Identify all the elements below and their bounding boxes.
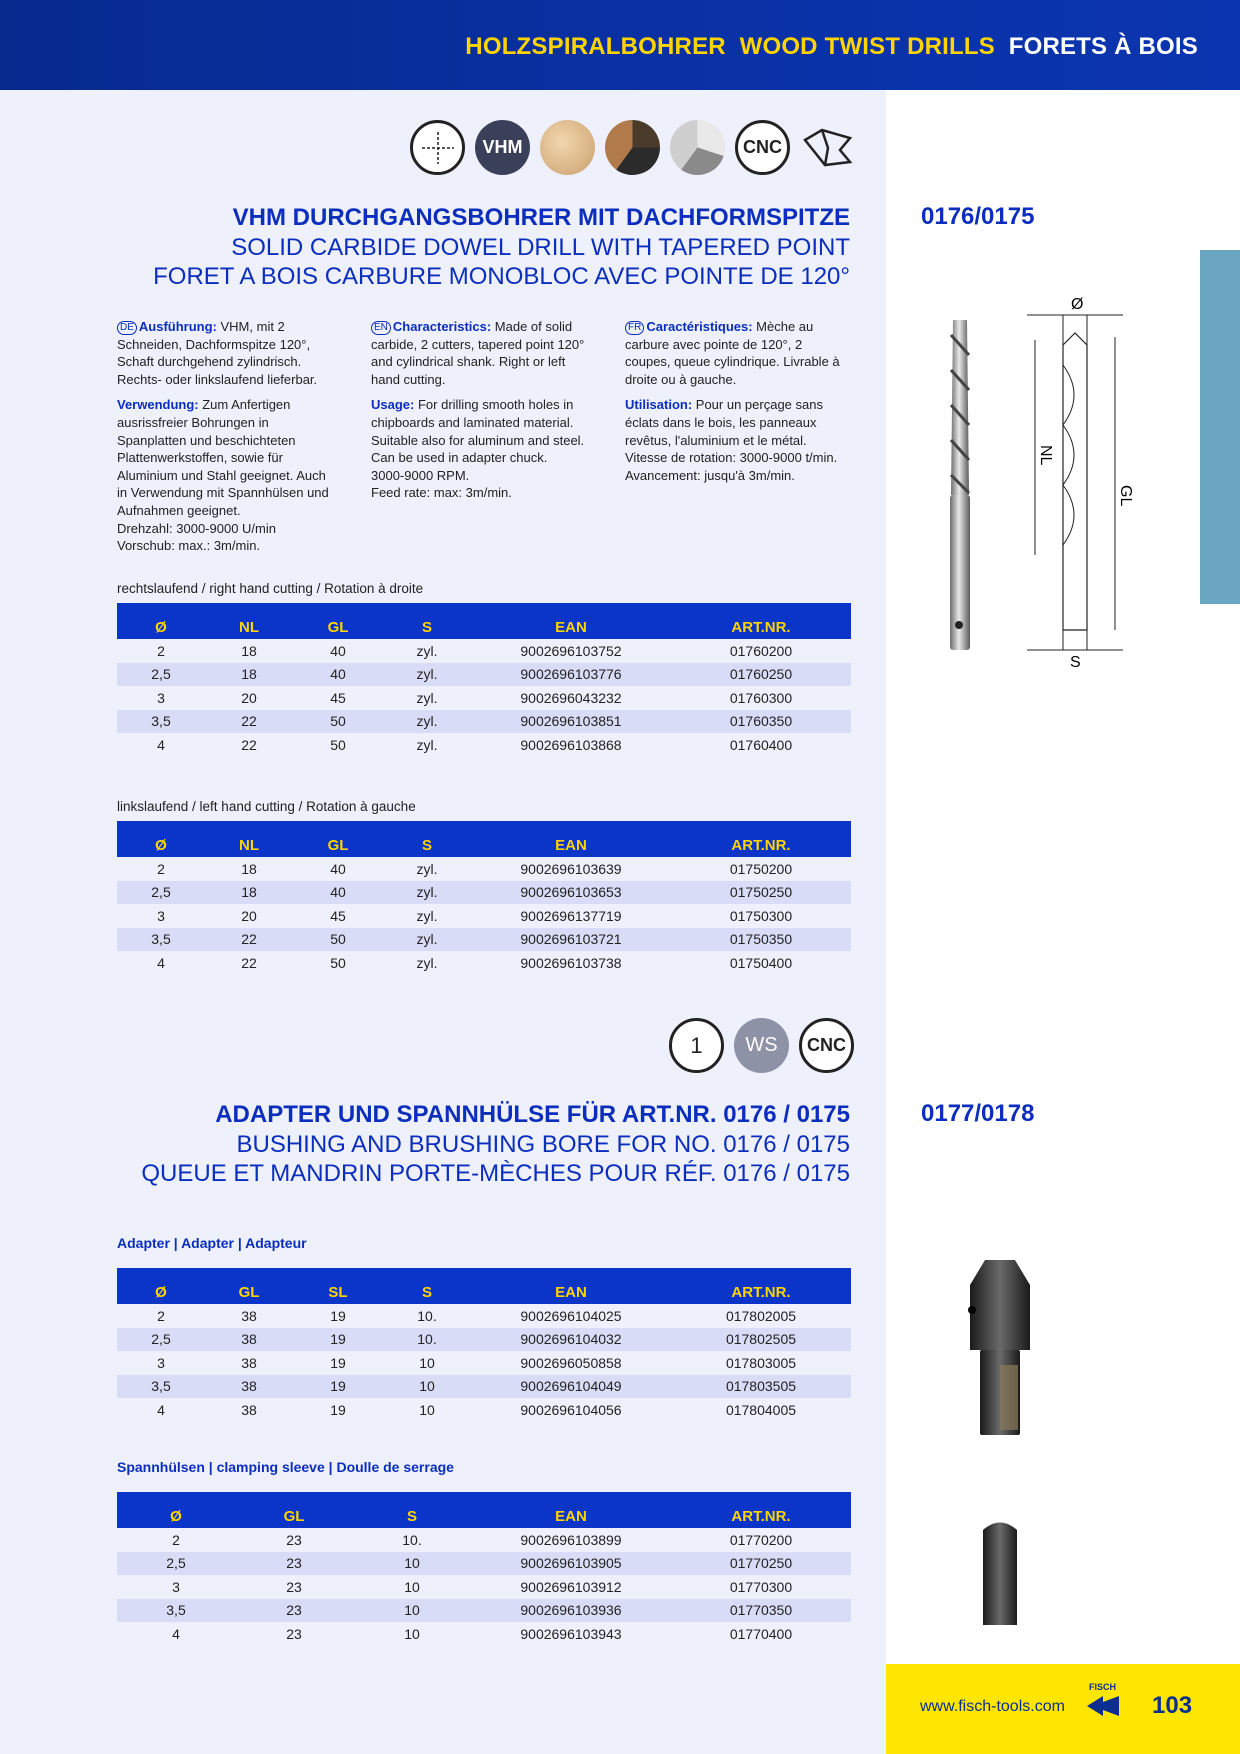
col-nl: NL xyxy=(205,603,293,639)
table-cell: 10 xyxy=(353,1575,471,1599)
table-cell: 38 xyxy=(205,1375,293,1399)
col-ean: EAN xyxy=(471,603,671,639)
table-row xyxy=(117,857,851,881)
table-cell: 2,5 xyxy=(117,881,205,905)
left-hand-caption: linkslaufend / left hand cutting / Rotation à gauche xyxy=(117,799,416,814)
table-row xyxy=(117,1528,851,1552)
header-title xyxy=(465,33,1198,61)
table-cell: zyl. xyxy=(383,881,471,905)
table-cell: 10. xyxy=(383,1328,471,1352)
table-cell: 01770200 xyxy=(671,1528,851,1552)
table-row xyxy=(117,928,851,952)
table-cell: 23 xyxy=(235,1622,353,1646)
table-cell: 3 xyxy=(117,904,205,928)
chapter-tab[interactable] xyxy=(1200,250,1240,604)
table-cell: 9002696043232 xyxy=(471,686,671,710)
table-cell: 01760200 xyxy=(671,639,851,663)
header-title-de: HOLZSPIRALBOHRER xyxy=(465,33,726,60)
table-cell: 38 xyxy=(205,1304,293,1328)
table-cell: 22 xyxy=(205,733,293,757)
table-cell: 3,5 xyxy=(117,928,205,952)
sleeve-photo xyxy=(975,1515,1025,1630)
title-de: VHM DURCHGANGSBOHRER MIT DACHFORMSPITZE xyxy=(232,204,850,231)
right-hand-caption: rechtslaufend / right hand cutting / Rotation à droite xyxy=(117,581,424,596)
table-cell: 9002696103752 xyxy=(471,639,671,663)
table-cell: 9002696104049 xyxy=(471,1375,671,1399)
table-header-row xyxy=(117,1268,851,1304)
table-cell: 4 xyxy=(117,1398,205,1422)
title-en: BUSHING AND BRUSHING BORE FOR NO. 0176 / 0175 xyxy=(236,1131,850,1158)
col-art-nr: ART.NR. xyxy=(671,603,851,639)
table-cell: 19 xyxy=(293,1304,383,1328)
table-cell: 9002696103943 xyxy=(471,1622,671,1646)
col-gl: GL xyxy=(293,821,383,857)
col-ean: EAN xyxy=(471,1492,671,1528)
table-row xyxy=(117,1599,851,1623)
table-cell: 2 xyxy=(117,1304,205,1328)
col-ean: EAN xyxy=(471,1268,671,1304)
left-hand-table xyxy=(117,821,851,975)
table-cell: 9002696103912 xyxy=(471,1575,671,1599)
table-row xyxy=(117,1398,851,1422)
table-cell: 50 xyxy=(293,951,383,975)
cnc-icon: CNC xyxy=(799,1018,854,1073)
drill-photo xyxy=(935,315,985,655)
table-cell: 9002696103851 xyxy=(471,710,671,734)
table-cell: 9002696103639 xyxy=(471,857,671,881)
table-cell: 23 xyxy=(235,1528,353,1552)
adapter-photo xyxy=(960,1255,1040,1440)
table-cell: 01760250 xyxy=(671,663,851,687)
drill-point-icon xyxy=(800,120,855,175)
table-header-row xyxy=(117,1492,851,1528)
table-cell: 38 xyxy=(205,1328,293,1352)
description-de: DE Ausführung: VHM, mit 2 Schneiden, Dachformspitze 120°, Schaft durchgehend zylindrisch. Rechts- oder linkslaufend lieferbar. Verwendung: Zum Anfertigen ausrissfreier Bohrungen in Spanplatten und beschichteten Plattenwerkstoffen, sowie für Aluminium und Stahl geeignet. Auch in Verwendung mit Spannhülsen und Aufnahmen geeignet. Drehzahl: 3000-9000 U/min Vorschub: max.: 3m/min. xyxy=(117,319,329,554)
table-cell: 017802505 xyxy=(671,1328,851,1352)
table-cell: zyl. xyxy=(383,928,471,952)
s-label: S xyxy=(1070,654,1081,671)
laminate-material-icon xyxy=(605,120,660,175)
table-cell: 19 xyxy=(293,1375,383,1399)
table-cell: 40 xyxy=(293,663,383,687)
ws-icon: WS xyxy=(734,1018,789,1073)
table-cell: 2 xyxy=(117,639,205,663)
table-cell: 9002696103899 xyxy=(471,1528,671,1552)
col-sl: SL xyxy=(293,1268,383,1304)
table-row xyxy=(117,951,851,975)
table-cell: 10 xyxy=(383,1351,471,1375)
table-cell: zyl. xyxy=(383,904,471,928)
table-cell: 4 xyxy=(117,733,205,757)
col-gl: GL xyxy=(293,603,383,639)
description-en: EN Characteristics: Made of solid carbide, 2 cutters, tapered point 120° and cylindrical shank. Right or left hand cutting. Usage: For drilling smooth holes in chipboards and laminated material. Suitable also for aluminum and steel. Can be used in adapter chuck. 3000-9000 RPM. Feed rate: max: 3m/min. xyxy=(371,319,585,501)
table-cell: 50 xyxy=(293,710,383,734)
table-row xyxy=(117,904,851,928)
sleeve-table xyxy=(117,1492,851,1646)
table-row xyxy=(117,710,851,734)
table-cell: 19 xyxy=(293,1328,383,1352)
wood-material-icon xyxy=(540,120,595,175)
table-cell: 38 xyxy=(205,1398,293,1422)
table-row xyxy=(117,1552,851,1576)
drill-dimension-diagram xyxy=(1025,295,1134,671)
table-cell: 9002696103905 xyxy=(471,1552,671,1576)
table-cell: 19 xyxy=(293,1398,383,1422)
nl-label: NL xyxy=(1037,445,1054,466)
table-cell: zyl. xyxy=(383,639,471,663)
table-cell: 23 xyxy=(235,1575,353,1599)
table-cell: 40 xyxy=(293,857,383,881)
table-cell: 01760300 xyxy=(671,686,851,710)
sleeve-caption: Spannhülsen | clamping sleeve | Doulle de serrage xyxy=(117,1459,454,1475)
table-cell: 10 xyxy=(353,1622,471,1646)
table-cell: 9002696104025 xyxy=(471,1304,671,1328)
vhm-icon: VHM xyxy=(475,120,530,175)
table-cell: 22 xyxy=(205,710,293,734)
description-fr: FR Caractéristiques: Mèche au carbure avec pointe de 120°, 2 coupes, queue cylindrique. Livrable à droite ou à gauche. Utilisation: Pour un perçage sans éclats dans le bois, les panneaux revêtus, l'aluminium et le métal. Vitesse de rotation: 3000-9000 t/min. Avancement: jusqu'à 3m/min. xyxy=(625,319,840,483)
table-cell: 9002696104056 xyxy=(471,1398,671,1422)
crosshair-icon xyxy=(410,120,465,175)
col-art-nr: ART.NR. xyxy=(671,1492,851,1528)
table-cell: 01770300 xyxy=(671,1575,851,1599)
table-cell: 40 xyxy=(293,881,383,905)
table-cell: 2,5 xyxy=(117,1328,205,1352)
table-row xyxy=(117,733,851,757)
right-hand-table xyxy=(117,603,851,757)
title-fr: FORET A BOIS CARBURE MONOBLOC AVEC POINTE DE 120° xyxy=(153,263,850,290)
title-en: SOLID CARBIDE DOWEL DRILL WITH TAPERED POINT xyxy=(231,234,850,261)
page-number: 103 xyxy=(1152,1692,1193,1719)
col-diameter: Ø xyxy=(117,603,205,639)
table-cell: 017802005 xyxy=(671,1304,851,1328)
col-diameter: Ø xyxy=(117,1268,205,1304)
col-s: S xyxy=(383,1268,471,1304)
table-header-row xyxy=(117,821,851,857)
table-cell: 9002696103868 xyxy=(471,733,671,757)
col-art-nr: ART.NR. xyxy=(671,821,851,857)
table-cell: 19 xyxy=(293,1351,383,1375)
table-cell: 45 xyxy=(293,686,383,710)
col-diameter: Ø xyxy=(117,821,205,857)
table-cell: 10 xyxy=(353,1552,471,1576)
one-piece-icon: 1 xyxy=(669,1018,724,1073)
table-cell: 18 xyxy=(205,857,293,881)
product-title-2 xyxy=(141,1100,850,1188)
table-cell: 20 xyxy=(205,904,293,928)
table-cell: 23 xyxy=(235,1599,353,1623)
table-cell: 3,5 xyxy=(117,1375,205,1399)
table-cell: 3 xyxy=(117,686,205,710)
table-cell: 10. xyxy=(353,1528,471,1552)
table-row xyxy=(117,639,851,663)
table-row xyxy=(117,1622,851,1646)
feature-icons-2 xyxy=(669,1018,854,1073)
svg-text:FISCH: FISCH xyxy=(1089,1682,1116,1692)
title-de: ADAPTER UND SPANNHÜLSE FÜR ART.NR. 0176 / 0175 xyxy=(215,1101,850,1128)
table-header-row xyxy=(117,603,851,639)
product-title-1 xyxy=(153,203,850,291)
table-cell: 017803005 xyxy=(671,1351,851,1375)
metal-material-icon xyxy=(670,120,725,175)
page-header xyxy=(0,0,1240,90)
col-nl: NL xyxy=(205,821,293,857)
table-cell: 18 xyxy=(205,881,293,905)
title-fr: QUEUE ET MANDRIN PORTE-MÈCHES POUR RÉF. 0176 / 0175 xyxy=(141,1160,850,1187)
table-cell: 45 xyxy=(293,904,383,928)
table-cell: 017804005 xyxy=(671,1398,851,1422)
table-cell: 01770400 xyxy=(671,1622,851,1646)
col-s: S xyxy=(383,821,471,857)
table-cell: 3 xyxy=(117,1351,205,1375)
table-cell: 01750300 xyxy=(671,904,851,928)
col-art-nr: ART.NR. xyxy=(671,1268,851,1304)
table-cell: 3,5 xyxy=(117,1599,235,1623)
article-number-2: 0177/0178 xyxy=(921,1100,1035,1127)
article-number-1: 0176/0175 xyxy=(921,203,1035,230)
table-cell: 50 xyxy=(293,928,383,952)
table-cell: 40 xyxy=(293,639,383,663)
col-s: S xyxy=(383,603,471,639)
table-cell: 01750250 xyxy=(671,881,851,905)
table-cell: 20 xyxy=(205,686,293,710)
table-row xyxy=(117,663,851,687)
table-row xyxy=(117,1304,851,1328)
table-cell: zyl. xyxy=(383,710,471,734)
table-cell: 01760350 xyxy=(671,710,851,734)
table-cell: 01750400 xyxy=(671,951,851,975)
col-ean: EAN xyxy=(471,821,671,857)
table-cell: 3,5 xyxy=(117,710,205,734)
table-cell: 4 xyxy=(117,951,205,975)
table-cell: 2,5 xyxy=(117,663,205,687)
table-cell: 10 xyxy=(383,1375,471,1399)
table-cell: 01770350 xyxy=(671,1599,851,1623)
gl-label: GL xyxy=(1117,485,1134,507)
table-cell: 9002696137719 xyxy=(471,904,671,928)
cnc-icon: CNC xyxy=(735,120,790,175)
diameter-label: Ø xyxy=(1071,296,1084,313)
table-cell: 01750200 xyxy=(671,857,851,881)
col-gl: GL xyxy=(205,1268,293,1304)
table-cell: 9002696103776 xyxy=(471,663,671,687)
table-cell: 10 xyxy=(383,1398,471,1422)
table-cell: zyl. xyxy=(383,857,471,881)
table-cell: 2 xyxy=(117,1528,235,1552)
footer-url[interactable]: www.fisch-tools.com xyxy=(920,1698,1065,1715)
table-cell: 22 xyxy=(205,928,293,952)
col-diameter: Ø xyxy=(117,1492,235,1528)
table-cell: 3 xyxy=(117,1575,235,1599)
table-cell: 10 xyxy=(353,1599,471,1623)
table-cell: 01770250 xyxy=(671,1552,851,1576)
table-cell: 01750350 xyxy=(671,928,851,952)
adapter-caption: Adapter | Adapter | Adapteur xyxy=(117,1235,307,1251)
table-cell: 9002696103653 xyxy=(471,881,671,905)
table-row xyxy=(117,1575,851,1599)
table-cell: 9002696103721 xyxy=(471,928,671,952)
table-cell: 23 xyxy=(235,1552,353,1576)
table-cell: 38 xyxy=(205,1351,293,1375)
header-title-fr: FORETS À BOIS xyxy=(1008,33,1198,60)
table-cell: zyl. xyxy=(383,951,471,975)
table-cell: 9002696103936 xyxy=(471,1599,671,1623)
table-cell: 9002696103738 xyxy=(471,951,671,975)
table-cell: 01760400 xyxy=(671,733,851,757)
table-cell: 4 xyxy=(117,1622,235,1646)
table-cell: 50 xyxy=(293,733,383,757)
table-cell: 10. xyxy=(383,1304,471,1328)
header-title-en: WOOD TWIST DRILLS xyxy=(739,33,995,60)
col-gl: GL xyxy=(235,1492,353,1528)
table-cell: 18 xyxy=(205,663,293,687)
table-cell: zyl. xyxy=(383,733,471,757)
feature-icons-1 xyxy=(410,120,855,175)
table-cell: 2,5 xyxy=(117,1552,235,1576)
fisch-logo xyxy=(1085,1680,1135,1720)
table-cell: 9002696050858 xyxy=(471,1351,671,1375)
table-cell: 9002696104032 xyxy=(471,1328,671,1352)
col-s: S xyxy=(353,1492,471,1528)
table-cell: 18 xyxy=(205,639,293,663)
table-row xyxy=(117,1351,851,1375)
table-cell: 017803505 xyxy=(671,1375,851,1399)
table-cell: 22 xyxy=(205,951,293,975)
table-cell: 2 xyxy=(117,857,205,881)
adapter-table xyxy=(117,1268,851,1422)
table-row xyxy=(117,686,851,710)
table-row xyxy=(117,1328,851,1352)
table-row xyxy=(117,881,851,905)
table-row xyxy=(117,1375,851,1399)
table-cell: zyl. xyxy=(383,663,471,687)
table-cell: zyl. xyxy=(383,686,471,710)
